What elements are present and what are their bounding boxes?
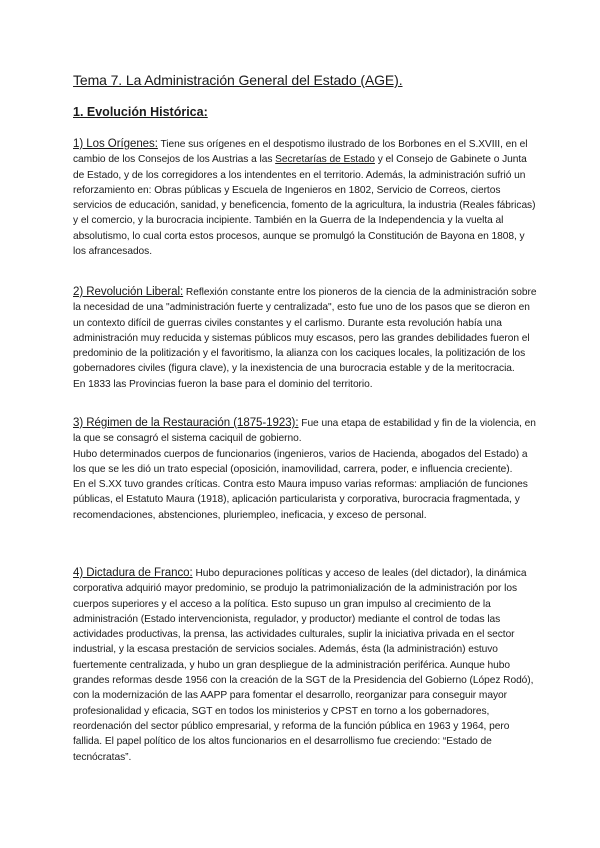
section-subtitle: 1. Evolución Histórica: (73, 105, 208, 119)
paragraph (73, 137, 539, 259)
section-origenes (73, 137, 539, 259)
paragraph (73, 285, 539, 377)
section-heading: 2) Revolución Liberal: (73, 286, 184, 298)
underlined-term: Secretarías de Estado (275, 154, 375, 166)
paragraph: En 1833 las Provincias fueron la base para el dominio del territorio. (73, 378, 373, 390)
paragraph: Hubo determinados cuerpos de funcionarios (ingenieros, varios de Hacienda, abogados del Estado) a los que se les dió un trato especial (oposición, inamovilidad, carrera, poder, e influencia creciente). (73, 448, 528, 475)
paragraph-text: Hubo depuraciones políticas y acceso de leales (del dictador), la dinámica corporativa adquirió mayor predominio, se produjo la patrimonialización de la administración por los cuerpos superiores y el acceso a la política. Esto supuso un gran impulso al crecimiento de la administración (Estado intervencionista, regulador, y productor) mediante el control de todas las actividades productivas, la prensa, las actividades culturales, suplir la iniciativa privada en el sector industrial, y la escasa prestación de servicios sociales. Además, ésta (la administración) estuvo fuertemente centralizada, y hubo un gran despliegue de la administración periférica. Aunque hubo grandes reformas desde 1956 con la creación de la SGT de la Presidencia del Gobierno (López Rodó), con la modernización de las AAPP para fomentar el desarrollo, reorganizar para conseguir mayor profesionalidad y eficacia, SGT en todos los ministerios y CPST en torno a los gobernadores, reordenación del sector público empresarial, y reforma de la función pública en 1963 y 1964, pero fallida. El papel político de los altos funcionarios en el desarrollismo fue creciendo: “Estado de tecnócratas”. (73, 568, 534, 763)
section-heading: 4) Dictadura de Franco: (73, 567, 193, 579)
paragraph-text: y el Consejo de Gabinete o Junta de Estado, y de los corregidores a los intendentes en el territorio. Además, la administración sufrió un reforzamiento en: Obras públicas y Escuela de Ingenieros en 1802, Servicio de Correos, ciertos servicios de educación, sanidad, y beneficencia, fomento de la agricultura, la industria (Reales fábricas) y el comercio, y la burocracia incipiente. También en la Guerra de la Independencia y la vuelta al absolutismo, lo cual corta estos procesos, aunque se promulgó la Constitución de Bayona en 1808, y los afrancesados. (73, 154, 536, 258)
paragraph (73, 566, 539, 765)
section-restauracion (73, 416, 539, 523)
section-heading: 1) Los Orígenes: (73, 138, 158, 150)
section-dictadura-franco (73, 566, 539, 765)
paragraph-text: Reflexión constante entre los pioneros de la ciencia de la administración sobre la necesidad de una "administración fuerte y centralizada", esto fue uno de los pasos que se dieron en un contexto difícil de guerras civiles constantes y el carlismo. Durante esta revolución había una administración muy reducida y sistemas públicos muy escasos, pero las grandes debilidades fueron el predominio de la politización y el favoritismo, la alianza con los caciques locales, la politización de los gobernadores civiles (figura clave), y la inexistencia de una burocracia estable y de la meritocracia. (73, 287, 537, 375)
document-title: Tema 7. La Administración General del Estado (AGE). (73, 72, 403, 88)
paragraph: En el S.XX tuvo grandes críticas. Contra esto Maura impuso varias reformas: ampliación de funciones públicas, el Estatuto Maura (1918), aplicación particularista y corporativa, burocracia fragmentada, y recomendaciones, abstenciones, pluriempleo, ineficacia, y exceso de personal. (73, 479, 528, 521)
paragraph-text: Tiene sus orígenes en el despotismo ilustrado de los Borbones en el S.XVIII, en el cambio de los Consejos de los Austrias a las (73, 139, 528, 166)
section-heading: 3) Régimen de la Restauración (1875-1923): (73, 417, 299, 429)
section-revolucion-liberal (73, 285, 539, 392)
paragraph-text: Fue una etapa de estabilidad y fin de la violencia, en la que se consagró el sistema caciquil de gobierno. (73, 418, 536, 445)
paragraph (73, 416, 539, 447)
